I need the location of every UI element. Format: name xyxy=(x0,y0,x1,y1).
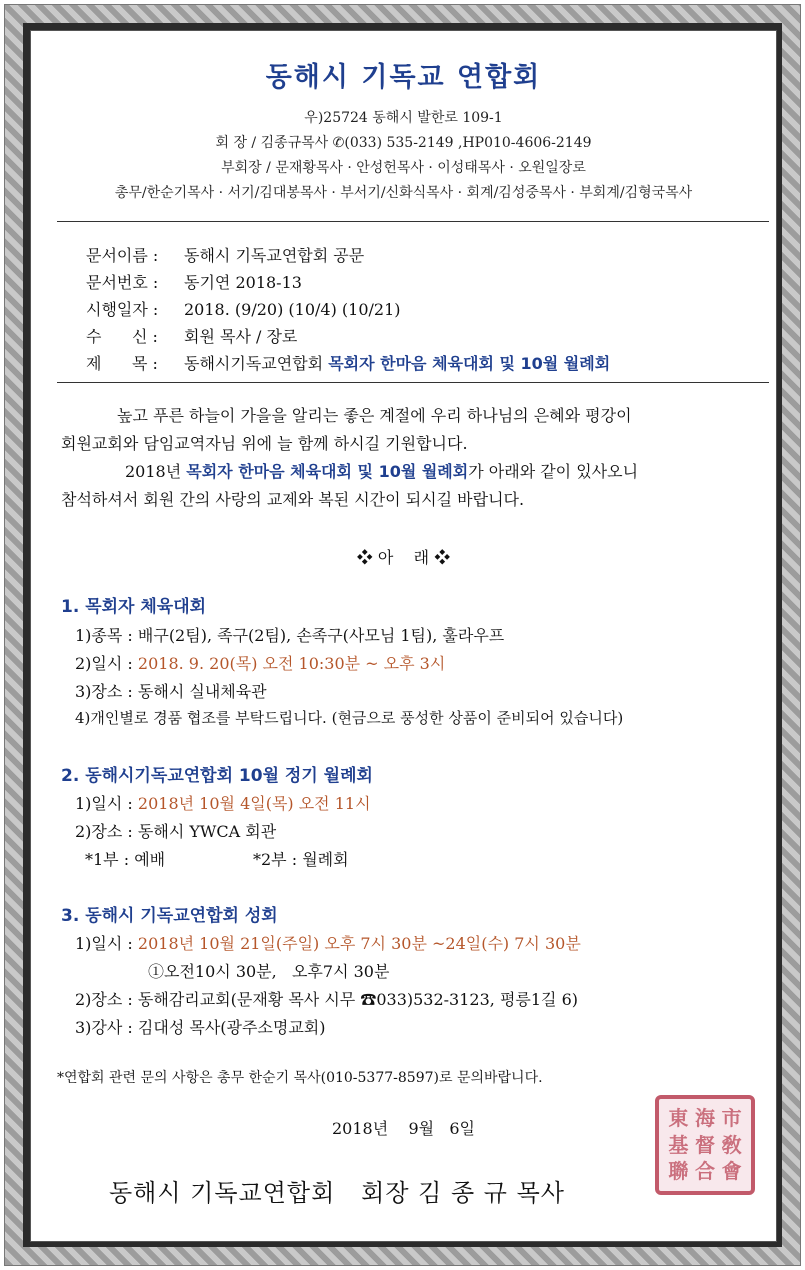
vice-president-line: 부회장 / 문재황목사 · 안성헌목사 · 이성태목사 · 오원일장로 xyxy=(221,160,586,176)
address-line: 우)25724 동해시 발한로 109-1 xyxy=(304,110,503,126)
issue-date: 2018년 9월 6일 xyxy=(331,1119,476,1138)
item-value: 배구(2팀), 족구(2팀), 손족구(사모님 1팀), 훌라우프 xyxy=(137,626,505,645)
item-label: 3)강사 : xyxy=(75,1018,138,1037)
seal-char: 合 xyxy=(694,1159,715,1184)
doc-name-value: 동해시 기독교연합회 공문 xyxy=(184,246,365,265)
item-label: 1)일시 : xyxy=(75,794,138,813)
item-label: 2)일시 : xyxy=(75,654,138,673)
list-item xyxy=(75,791,371,814)
president-line: 회 장 / 김종규목사 ✆(033) 535-2149 ,HP010-4606-2149 xyxy=(215,135,592,151)
recipient-row xyxy=(86,324,297,347)
signature-line: 동해시 기독교연합회 회장 김 종 규 목사 xyxy=(109,1179,565,1207)
recipient-label: 수 신 : xyxy=(86,327,158,346)
item-label: 4)개인별로 경품 협조를 부탁드립니다. (현금으로 풍성한 상품이 준비되어 있습니다) xyxy=(75,709,624,727)
seal-char: 市 xyxy=(721,1106,742,1130)
paragraph-line: 회원교회와 담임교역자님 위에 늘 함께 하시길 기원합니다. xyxy=(61,434,468,453)
seal-char: 會 xyxy=(721,1159,742,1184)
item-label: 2)장소 : xyxy=(75,990,138,1009)
item-label: 2)장소 : xyxy=(75,822,138,841)
list-item xyxy=(75,1015,326,1038)
doc-no-row xyxy=(86,270,302,293)
doc-no-value: 동기연 2018-13 xyxy=(184,273,302,292)
official-seal xyxy=(655,1095,755,1195)
item-value: 김대성 목사(광주소명교회) xyxy=(137,1018,326,1037)
list-item xyxy=(75,623,504,646)
subject-row xyxy=(86,351,610,374)
document-title: 동해시 기독교 연합회 xyxy=(265,62,542,93)
item-label: 1)종목 : xyxy=(75,626,138,645)
divider xyxy=(57,221,769,222)
item-value: *2부 : 월례회 xyxy=(253,850,349,869)
seal-char: 聯 xyxy=(668,1159,689,1184)
list-item xyxy=(148,959,389,982)
seal-characters xyxy=(665,1105,745,1185)
officers-line: 총무/한순기목사 · 서기/김대봉목사 · 부서기/신화식목사 · 회계/김성중목사 · 부회계/김형국목사 xyxy=(114,185,693,201)
p2-highlight: 목회자 한마음 체육대회 및 10월 월례회 xyxy=(186,462,469,481)
doc-no-label: 문서번호 : xyxy=(86,273,159,292)
item-value: 2018년 10월 4일(목) 오전 11시 xyxy=(137,794,371,813)
item-label: 3)장소 : xyxy=(75,682,138,701)
item-value: 동해감리교회(문재황 목사 시무 ☎033)532-3123, 평릉1길 6) xyxy=(137,990,579,1009)
subject-prefix: 동해시기독교연합회 xyxy=(184,354,329,373)
section-title: 2. 동해시기독교연합회 10월 정기 월례회 xyxy=(61,766,373,786)
list-item xyxy=(75,931,581,954)
item-value: 동해시 YWCA 회관 xyxy=(137,822,277,841)
subject-highlight: 목회자 한마음 체육대회 및 10월 월례회 xyxy=(328,354,611,373)
list-item xyxy=(75,987,578,1010)
seal-char: 敎 xyxy=(721,1132,742,1157)
below-heading: ❖ 아 래 ❖ xyxy=(356,548,451,567)
paragraph-line: 높고 푸른 하늘이 가을을 알리는 좋은 계절에 우리 하나님의 은혜와 평강이 xyxy=(117,406,632,425)
seal-char: 海 xyxy=(694,1106,715,1130)
p2-suffix: 가 아래와 같이 있사오니 xyxy=(468,462,639,481)
doc-name-row xyxy=(86,243,364,266)
seal-char: 基 xyxy=(668,1132,689,1157)
doc-name-label: 문서이름 : xyxy=(86,246,159,265)
item-label: *1부 : 예배 xyxy=(85,850,166,869)
list-item xyxy=(85,847,349,870)
list-item xyxy=(75,679,267,702)
recipient-value: 회원 목사 / 장로 xyxy=(184,327,298,346)
seal-char: 督 xyxy=(694,1132,715,1157)
document-page xyxy=(30,30,777,1242)
date-row xyxy=(86,297,400,320)
subject-label: 제 목 : xyxy=(86,354,158,373)
section-title: 3. 동해시 기독교연합회 성회 xyxy=(61,906,278,926)
item-value: 2018. 9. 20(목) 오전 10:30분 ~ 오후 3시 xyxy=(137,654,446,673)
item-value: 2018년 10월 21일(주일) 오후 7시 30분 ~24일(수) 7시 30분 xyxy=(137,934,581,953)
list-item xyxy=(75,819,276,842)
list-item xyxy=(75,707,623,728)
contact-note: *연합회 관련 문의 사항은 총무 한순기 목사(010-5377-8597)로 문의바랍니다. xyxy=(57,1070,543,1086)
section-title: 1. 목회자 체육대회 xyxy=(61,597,207,617)
item-value: 동해시 실내체육관 xyxy=(137,682,267,701)
list-item xyxy=(75,651,445,674)
item-label: ①오전10시 30분, 오후7시 30분 xyxy=(148,962,390,981)
item-label: 1)일시 : xyxy=(75,934,138,953)
seal-char: 東 xyxy=(668,1106,689,1130)
date-value: 2018. (9/20) (10/4) (10/21) xyxy=(184,300,401,319)
p2-prefix: 2018년 xyxy=(125,462,187,481)
date-label: 시행일자 : xyxy=(86,300,159,319)
divider xyxy=(57,382,769,383)
paragraph-line: 참석하셔서 회원 간의 사랑의 교제와 복된 시간이 되시길 바랍니다. xyxy=(61,490,525,509)
paragraph-line xyxy=(125,459,638,482)
